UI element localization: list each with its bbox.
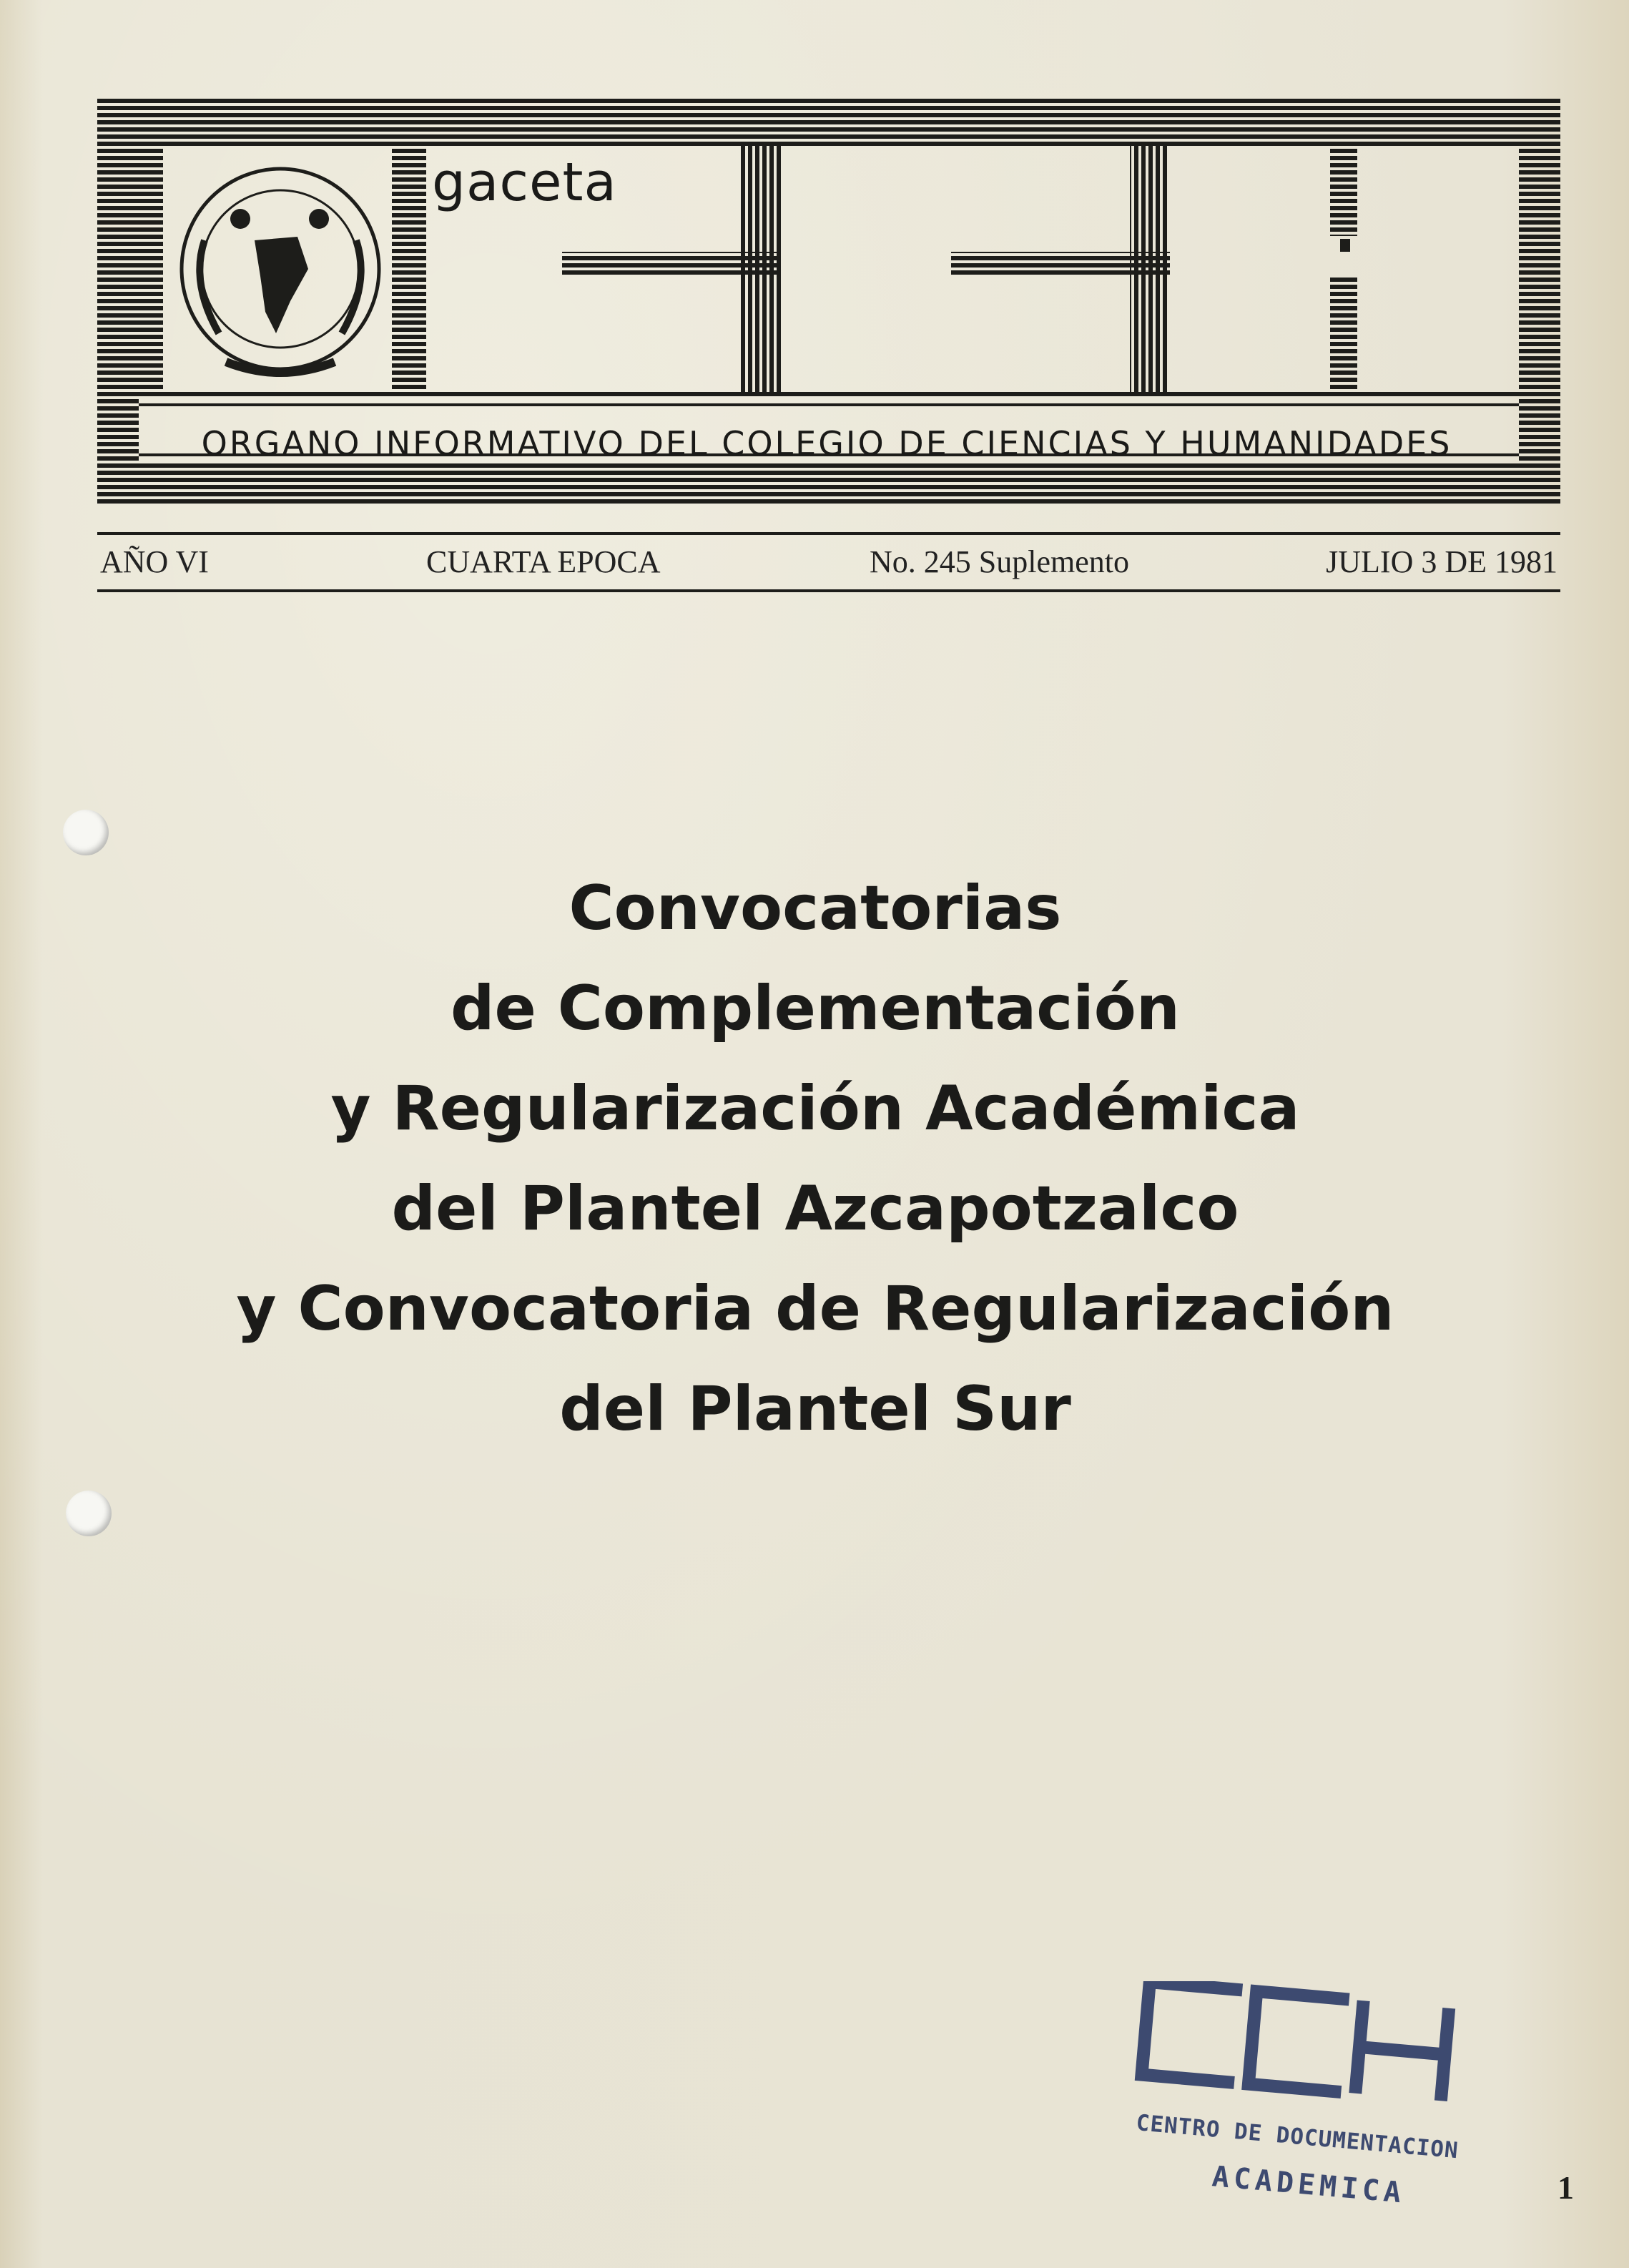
issue-epoch: CUARTA EPOCA <box>426 544 661 579</box>
masthead-subtitle-band <box>143 408 1510 479</box>
headline-line: y Regularización Académica <box>330 1073 1300 1144</box>
binder-hole-top <box>63 810 109 855</box>
page-number: 1 <box>1557 2169 1574 2206</box>
stamp-line1: CENTRO DE DOCUMENTACION <box>1135 2110 1460 2164</box>
headline <box>143 858 1487 1459</box>
library-stamp <box>1130 1981 1473 2232</box>
headline-line: Convocatorias <box>569 873 1062 944</box>
headline-line: y Convocatoria de Regularización <box>236 1273 1394 1345</box>
masthead-subtitle: ORGANO INFORMATIVO DEL COLEGIO DE CIENCIAS Y HUMANIDADES <box>201 424 1452 463</box>
stamp-cch-logo <box>1130 1981 1473 2124</box>
gaceta-title: gaceta <box>432 152 617 213</box>
stamp-line2: ACADEMICA <box>1211 2160 1407 2210</box>
headline-line: de Complementación <box>450 973 1181 1044</box>
headline-line: del Plantel Sur <box>559 1373 1071 1445</box>
issue-number: No. 245 Suplemento <box>870 544 1129 579</box>
issue-year: AÑO VI <box>100 544 209 579</box>
issue-line <box>97 532 1560 592</box>
issue-date: JULIO 3 DE 1981 <box>1326 544 1557 579</box>
unam-seal-icon <box>182 169 379 373</box>
headline-line: del Plantel Azcapotzalco <box>391 1173 1239 1245</box>
binder-hole-bottom <box>66 1491 112 1536</box>
masthead <box>97 99 1560 506</box>
